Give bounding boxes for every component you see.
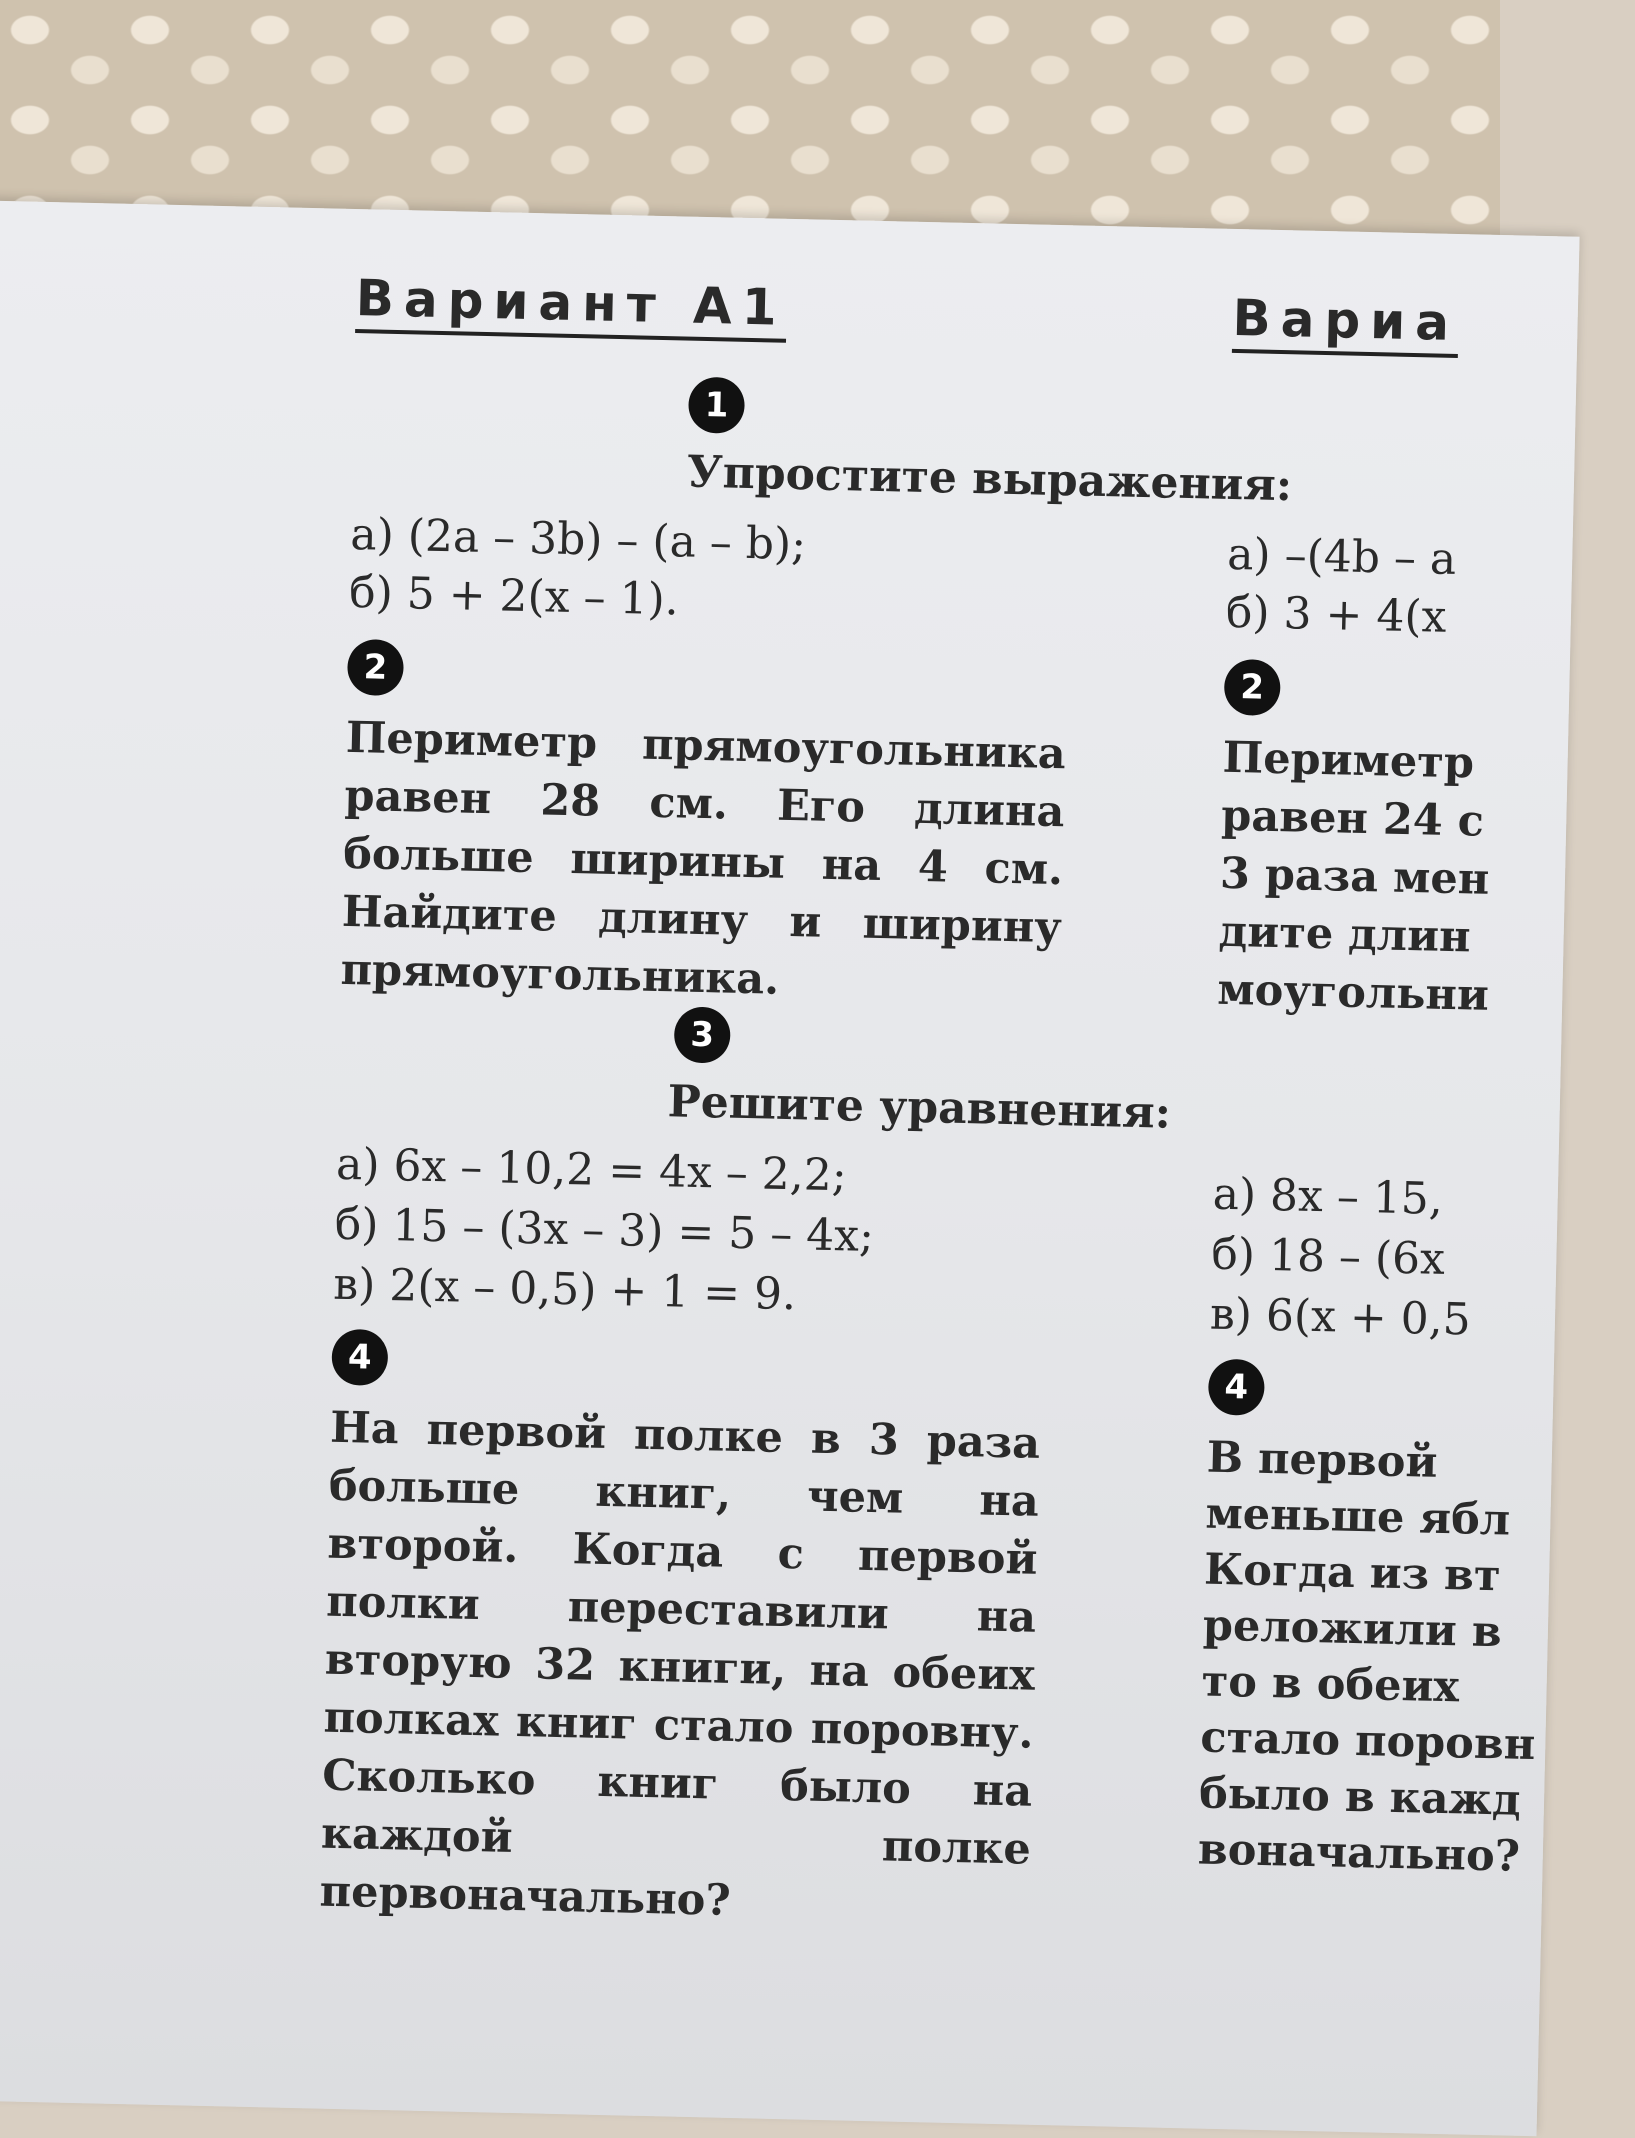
right-task-2-number: 2 <box>1224 659 1281 716</box>
task-1-item-a: а) (2a – 3b) – (a – b); <box>349 508 807 571</box>
variant-a1-column <box>319 269 1293 1926</box>
task-1-item-b: б) 5 + 2(x – 1). <box>348 566 680 626</box>
task-1-number: 1 <box>688 377 745 434</box>
task-3-item-c: в) 2(x – 0,5) + 1 = 9. <box>332 1258 797 1321</box>
task-1-heading: Упростите выражения: <box>686 446 1293 512</box>
task-3-item-a: а) 6x – 10,2 = 4x – 2,2; <box>335 1138 848 1202</box>
task-3-heading: Решите уравнения: <box>667 1076 1172 1139</box>
right-task-4-number: 4 <box>1208 1359 1265 1416</box>
right-task-4-line-8: воначально? <box>1197 1824 1521 1882</box>
right-task-4-line-7: было в кажд <box>1198 1768 1522 1826</box>
variant-title-right: Вариа <box>1232 289 1460 358</box>
task-4-text: На первой полке в 3 раза больше книг, чем на второй. Когда с первой полки переставили на вторую 32 книги, на обеих полках книг стало поровну. Сколько книг было на каждой полке первоначально? <box>319 1402 1041 1926</box>
right-task-2-line-1: Периметр <box>1222 732 1475 789</box>
task-2-text: Периметр прямоугольника равен 28 см. Его длина больше ширины на 4 см. Найдите длину и ширину прямоугольника. <box>340 712 1067 1005</box>
right-task-3-item-b: б) 18 – (6x <box>1210 1228 1446 1285</box>
right-task-4-line-6: стало поровн <box>1199 1712 1536 1771</box>
right-task-2-line-2: равен 24 с <box>1220 790 1485 847</box>
right-task-3-item-a: а) 8x – 15, <box>1212 1168 1444 1225</box>
right-task-4-line-4: реложили в <box>1202 1600 1503 1658</box>
right-task-4-line-2: меньше ябл <box>1204 1488 1511 1546</box>
task-2-number: 2 <box>347 639 404 696</box>
right-task-2-line-5: моугольни <box>1216 964 1490 1021</box>
right-task-4-line-5: то в обеих <box>1201 1656 1460 1713</box>
right-task-3-item-c: в) 6(x + 0,5 <box>1209 1288 1472 1346</box>
right-task-1-item-a: а) –(4b – a <box>1226 528 1457 586</box>
variant-title: Вариант А1 <box>355 269 787 343</box>
variant-column-right-partial <box>1197 289 1633 1898</box>
right-task-2-line-4: дите длин <box>1218 906 1472 963</box>
task-3-number: 3 <box>674 1006 731 1063</box>
task-4-number: 4 <box>331 1329 388 1386</box>
right-task-1-item-b: б) 3 + 4(x <box>1225 586 1447 643</box>
task-3-item-b: б) 15 – (3x – 3) = 5 – 4x; <box>334 1198 875 1262</box>
worksheet-page <box>0 200 1580 2136</box>
right-task-4-line-3: Когда из вт <box>1203 1544 1502 1602</box>
right-task-4-line-1: В первой <box>1206 1432 1438 1488</box>
right-task-2-line-3: 3 раза мен <box>1219 848 1490 905</box>
